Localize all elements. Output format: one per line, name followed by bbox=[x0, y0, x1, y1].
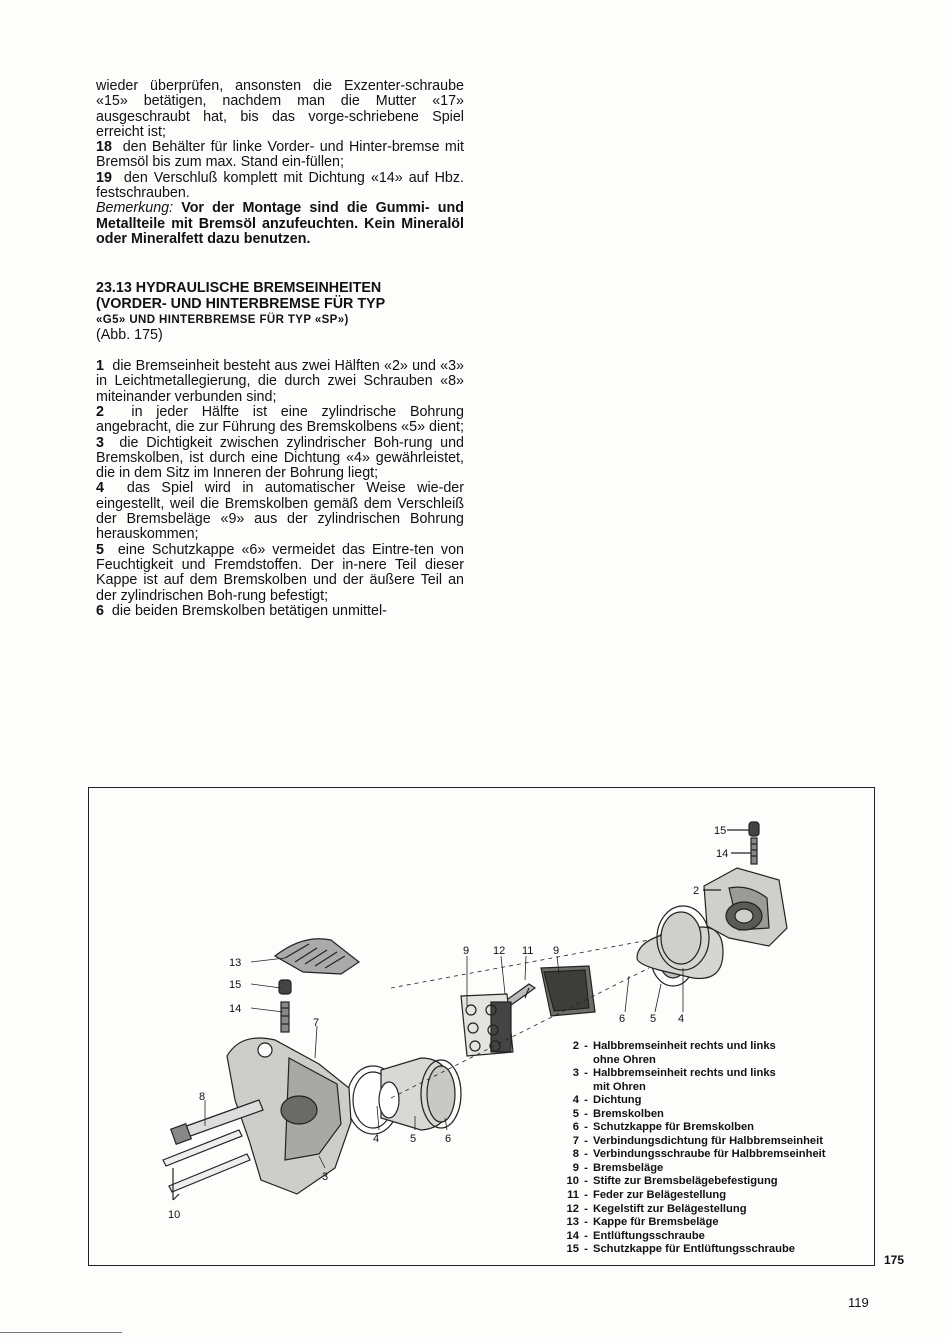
callout-3: 3 bbox=[322, 1171, 329, 1183]
callout-14: 14 bbox=[229, 1003, 242, 1015]
legend-text: Kegelstift zur Belägestellung bbox=[593, 1202, 747, 1215]
callout-6a: 6 bbox=[619, 1013, 626, 1025]
legend-text: Schutzkappe für Bremskolben bbox=[593, 1121, 755, 1134]
item-number: 19 bbox=[96, 169, 112, 186]
legend-text: Schutzkappe für Entlüftungsschraube bbox=[593, 1243, 796, 1256]
legend-row: 14 - Entlüftungsschraube bbox=[565, 1230, 875, 1244]
legend-text: mit Ohren bbox=[593, 1080, 646, 1093]
callout-10: 10 bbox=[168, 1209, 181, 1221]
item-text: die beiden Bremskolben betätigen unmittel- bbox=[111, 602, 387, 619]
legend-number: 2 bbox=[572, 1040, 579, 1052]
item-number: 6 bbox=[96, 602, 104, 619]
legend-row: 10 - Stifte zur Bremsbelägebefestigung bbox=[565, 1175, 875, 1189]
legend-row: 12 - Kegelstift zur Belägestellung bbox=[565, 1203, 875, 1217]
brake-pad-right-drawing bbox=[541, 966, 595, 1016]
callout-8: 8 bbox=[199, 1091, 206, 1103]
heading-line: «G5» UND HINTERBREMSE FÜR TYP «SP») bbox=[96, 314, 349, 327]
legend-row: 3 - Halbbremseinheit rechts und links bbox=[565, 1067, 875, 1081]
legend-number bbox=[565, 1081, 579, 1095]
item-number: 1 bbox=[96, 358, 104, 375]
list-item bbox=[96, 359, 464, 405]
heading-line: (VORDER- UND HINTERBREMSE FÜR TYP bbox=[96, 295, 386, 312]
figure-reference: (Abb. 175) bbox=[96, 326, 163, 343]
list-item bbox=[96, 405, 464, 436]
callout-11: 11 bbox=[522, 945, 534, 957]
legend-row bbox=[565, 1054, 875, 1068]
callout-4b: 4 bbox=[373, 1133, 380, 1145]
callout-2: 2 bbox=[693, 885, 700, 897]
legend-row: 11 - Feder zur Belägestellung bbox=[565, 1189, 875, 1203]
list-item bbox=[96, 604, 464, 619]
callout-14-top: 14 bbox=[716, 848, 729, 860]
list-item bbox=[96, 436, 464, 482]
list-item bbox=[96, 481, 464, 542]
legend-text: Verbindungsdichtung für Halbbremseinheit bbox=[593, 1134, 823, 1147]
legend-text: Stifte zur Bremsbelägebefestigung bbox=[593, 1175, 778, 1188]
item-text: den Behälter für linke Vorder- und Hinter-bremse mit Bremsöl bis zum max. Stand ein-füllen; bbox=[96, 139, 464, 171]
callout-12: 12 bbox=[493, 945, 506, 957]
legend-number: 9 bbox=[572, 1161, 579, 1174]
item-number: 5 bbox=[96, 541, 104, 558]
item-number: 18 bbox=[96, 139, 112, 156]
item-text: die Dichtigkeit zwischen zylindrischer Boh-rung und Bremskolben, ist durch eine Dichtung «4» gewährleistet, die in dem Sitz im Inneren der Bohrung liegt; bbox=[96, 434, 464, 482]
legend-row: 2 - Halbbremseinheit rechts und links bbox=[565, 1040, 875, 1054]
figure-number: 175 bbox=[884, 1253, 905, 1267]
remark-text: Vor der Montage sind die Gummi- und Metallteile mit Bremsöl anzufeuchten. Kein Mineralöl oder Mineralfett dazu benutzen. bbox=[96, 200, 464, 247]
callout-9b: 9 bbox=[553, 945, 560, 957]
legend-text: Feder zur Belägestellung bbox=[593, 1189, 727, 1202]
legend-row: 5 - Bremskolben bbox=[565, 1108, 875, 1122]
callout-9a: 9 bbox=[463, 945, 470, 957]
legend-number: 8 bbox=[572, 1148, 579, 1161]
remark bbox=[96, 201, 464, 247]
text-column bbox=[96, 79, 464, 619]
legend-text: Bremsbeläge bbox=[593, 1161, 664, 1174]
legend-number: 10 bbox=[566, 1175, 579, 1188]
legend-number: 3 bbox=[572, 1067, 579, 1080]
legend-text: Bremskolben bbox=[593, 1107, 664, 1120]
remark-label: Bemerkung: bbox=[96, 200, 174, 217]
item-text: eine Schutzkappe «6» vermeidet das Eintre-ten von Feuchtigkeit und Fremdstoffen. Der in-nere Teil dieser Kappe ist auf dem Bremskolben und der äußere Teil an der zylindrischen Boh-rung befestigt; bbox=[96, 541, 464, 604]
item-number: 2 bbox=[96, 403, 104, 420]
item-number: 3 bbox=[96, 434, 104, 451]
callout-13: 13 bbox=[229, 957, 242, 969]
item-text: den Verschluß komplett mit Dichtung «14» auf Hbz. festschrauben. bbox=[96, 169, 464, 202]
list-item bbox=[96, 543, 464, 604]
callout-15-top: 15 bbox=[714, 825, 727, 837]
legend-row: 4 - Dichtung bbox=[565, 1094, 875, 1108]
item-text: das Spiel wird in automatischer Weise wie-der eingestellt, weil die Bremskolben gemäß dem Verschleiß der Bremsbeläge «9» aus der zylindrischen Bohrung herauskommen; bbox=[96, 480, 464, 543]
bolts-drawing bbox=[163, 1100, 263, 1200]
legend-text: Kappe für Bremsbeläge bbox=[593, 1216, 719, 1229]
legend-number: 12 bbox=[566, 1202, 579, 1215]
legend-number: 11 bbox=[567, 1189, 579, 1202]
list-item bbox=[96, 171, 464, 202]
piston-assembly-left-drawing bbox=[347, 1058, 461, 1134]
legend-row: 6 - Schutzkappe für Bremskolben bbox=[565, 1121, 875, 1135]
callout-5a: 5 bbox=[650, 1013, 657, 1025]
callout-7: 7 bbox=[313, 1017, 320, 1029]
page-number: 119 bbox=[848, 1295, 869, 1310]
legend-text: Entlüftungsschraube bbox=[593, 1229, 705, 1242]
figure-legend bbox=[565, 1040, 875, 1257]
legend-row: 8 - Verbindungsschraube für Halbbremseinheit bbox=[565, 1148, 875, 1162]
callout-5b: 5 bbox=[410, 1133, 417, 1145]
legend-number: 7 bbox=[572, 1134, 579, 1147]
legend-row: 15 - Schutzkappe für Entlüftungsschraube bbox=[565, 1243, 875, 1257]
brake-pad-left-drawing bbox=[461, 994, 513, 1056]
legend-text: Halbbremseinheit rechts und links bbox=[593, 1040, 776, 1052]
bottom-rule bbox=[0, 1332, 122, 1333]
callout-4a: 4 bbox=[678, 1013, 685, 1025]
legend-row: 13 - Kappe für Bremsbeläge bbox=[565, 1216, 875, 1230]
legend-text: Halbbremseinheit rechts und links bbox=[593, 1067, 776, 1080]
list-item bbox=[96, 140, 464, 171]
legend-number: 5 bbox=[572, 1107, 579, 1120]
legend-number: 6 bbox=[572, 1121, 579, 1134]
pad-cap-drawing bbox=[275, 939, 359, 974]
legend-text: Verbindungsschraube für Halbbremseinheit bbox=[593, 1148, 826, 1161]
legend-number bbox=[565, 1054, 579, 1068]
callout-6b: 6 bbox=[445, 1133, 452, 1145]
paragraph-continued: wieder überprüfen, ansonsten die Exzenter-schraube «15» betätigen, nachdem man die Mutter «17» ausgeschraubt hat, bis das vorge-schriebene Spiel erreicht ist; bbox=[96, 78, 464, 140]
legend-number: 13 bbox=[566, 1216, 579, 1229]
heading-line: 23.13 HYDRAULISCHE BREMSEINHEITEN bbox=[96, 280, 382, 297]
legend-row: 9 - Bremsbeläge bbox=[565, 1162, 875, 1176]
legend-number: 15 bbox=[566, 1243, 579, 1256]
item-text: in jeder Hälfte ist eine zylindrische Bohrung angebracht, die zur Führung des Bremskolbens «5» dient; bbox=[96, 403, 464, 436]
legend-number: 14 bbox=[566, 1229, 579, 1242]
exploded-view-figure bbox=[88, 787, 875, 1266]
legend-text: ohne Ohren bbox=[593, 1053, 656, 1066]
item-number: 4 bbox=[96, 480, 104, 497]
legend-row bbox=[565, 1081, 875, 1095]
legend-number: 4 bbox=[572, 1094, 579, 1107]
legend-row: 7 - Verbindungsdichtung für Halbbremseinheit bbox=[565, 1135, 875, 1149]
section-heading bbox=[96, 281, 464, 328]
item-text: die Bremseinheit besteht aus zwei Hälften «2» und «3» in Leichtmetallegierung, die durch zwei Schrauben «8» miteinander verbunden sind; bbox=[96, 358, 465, 405]
callout-15: 15 bbox=[229, 979, 242, 991]
legend-text: Dichtung bbox=[593, 1094, 642, 1107]
